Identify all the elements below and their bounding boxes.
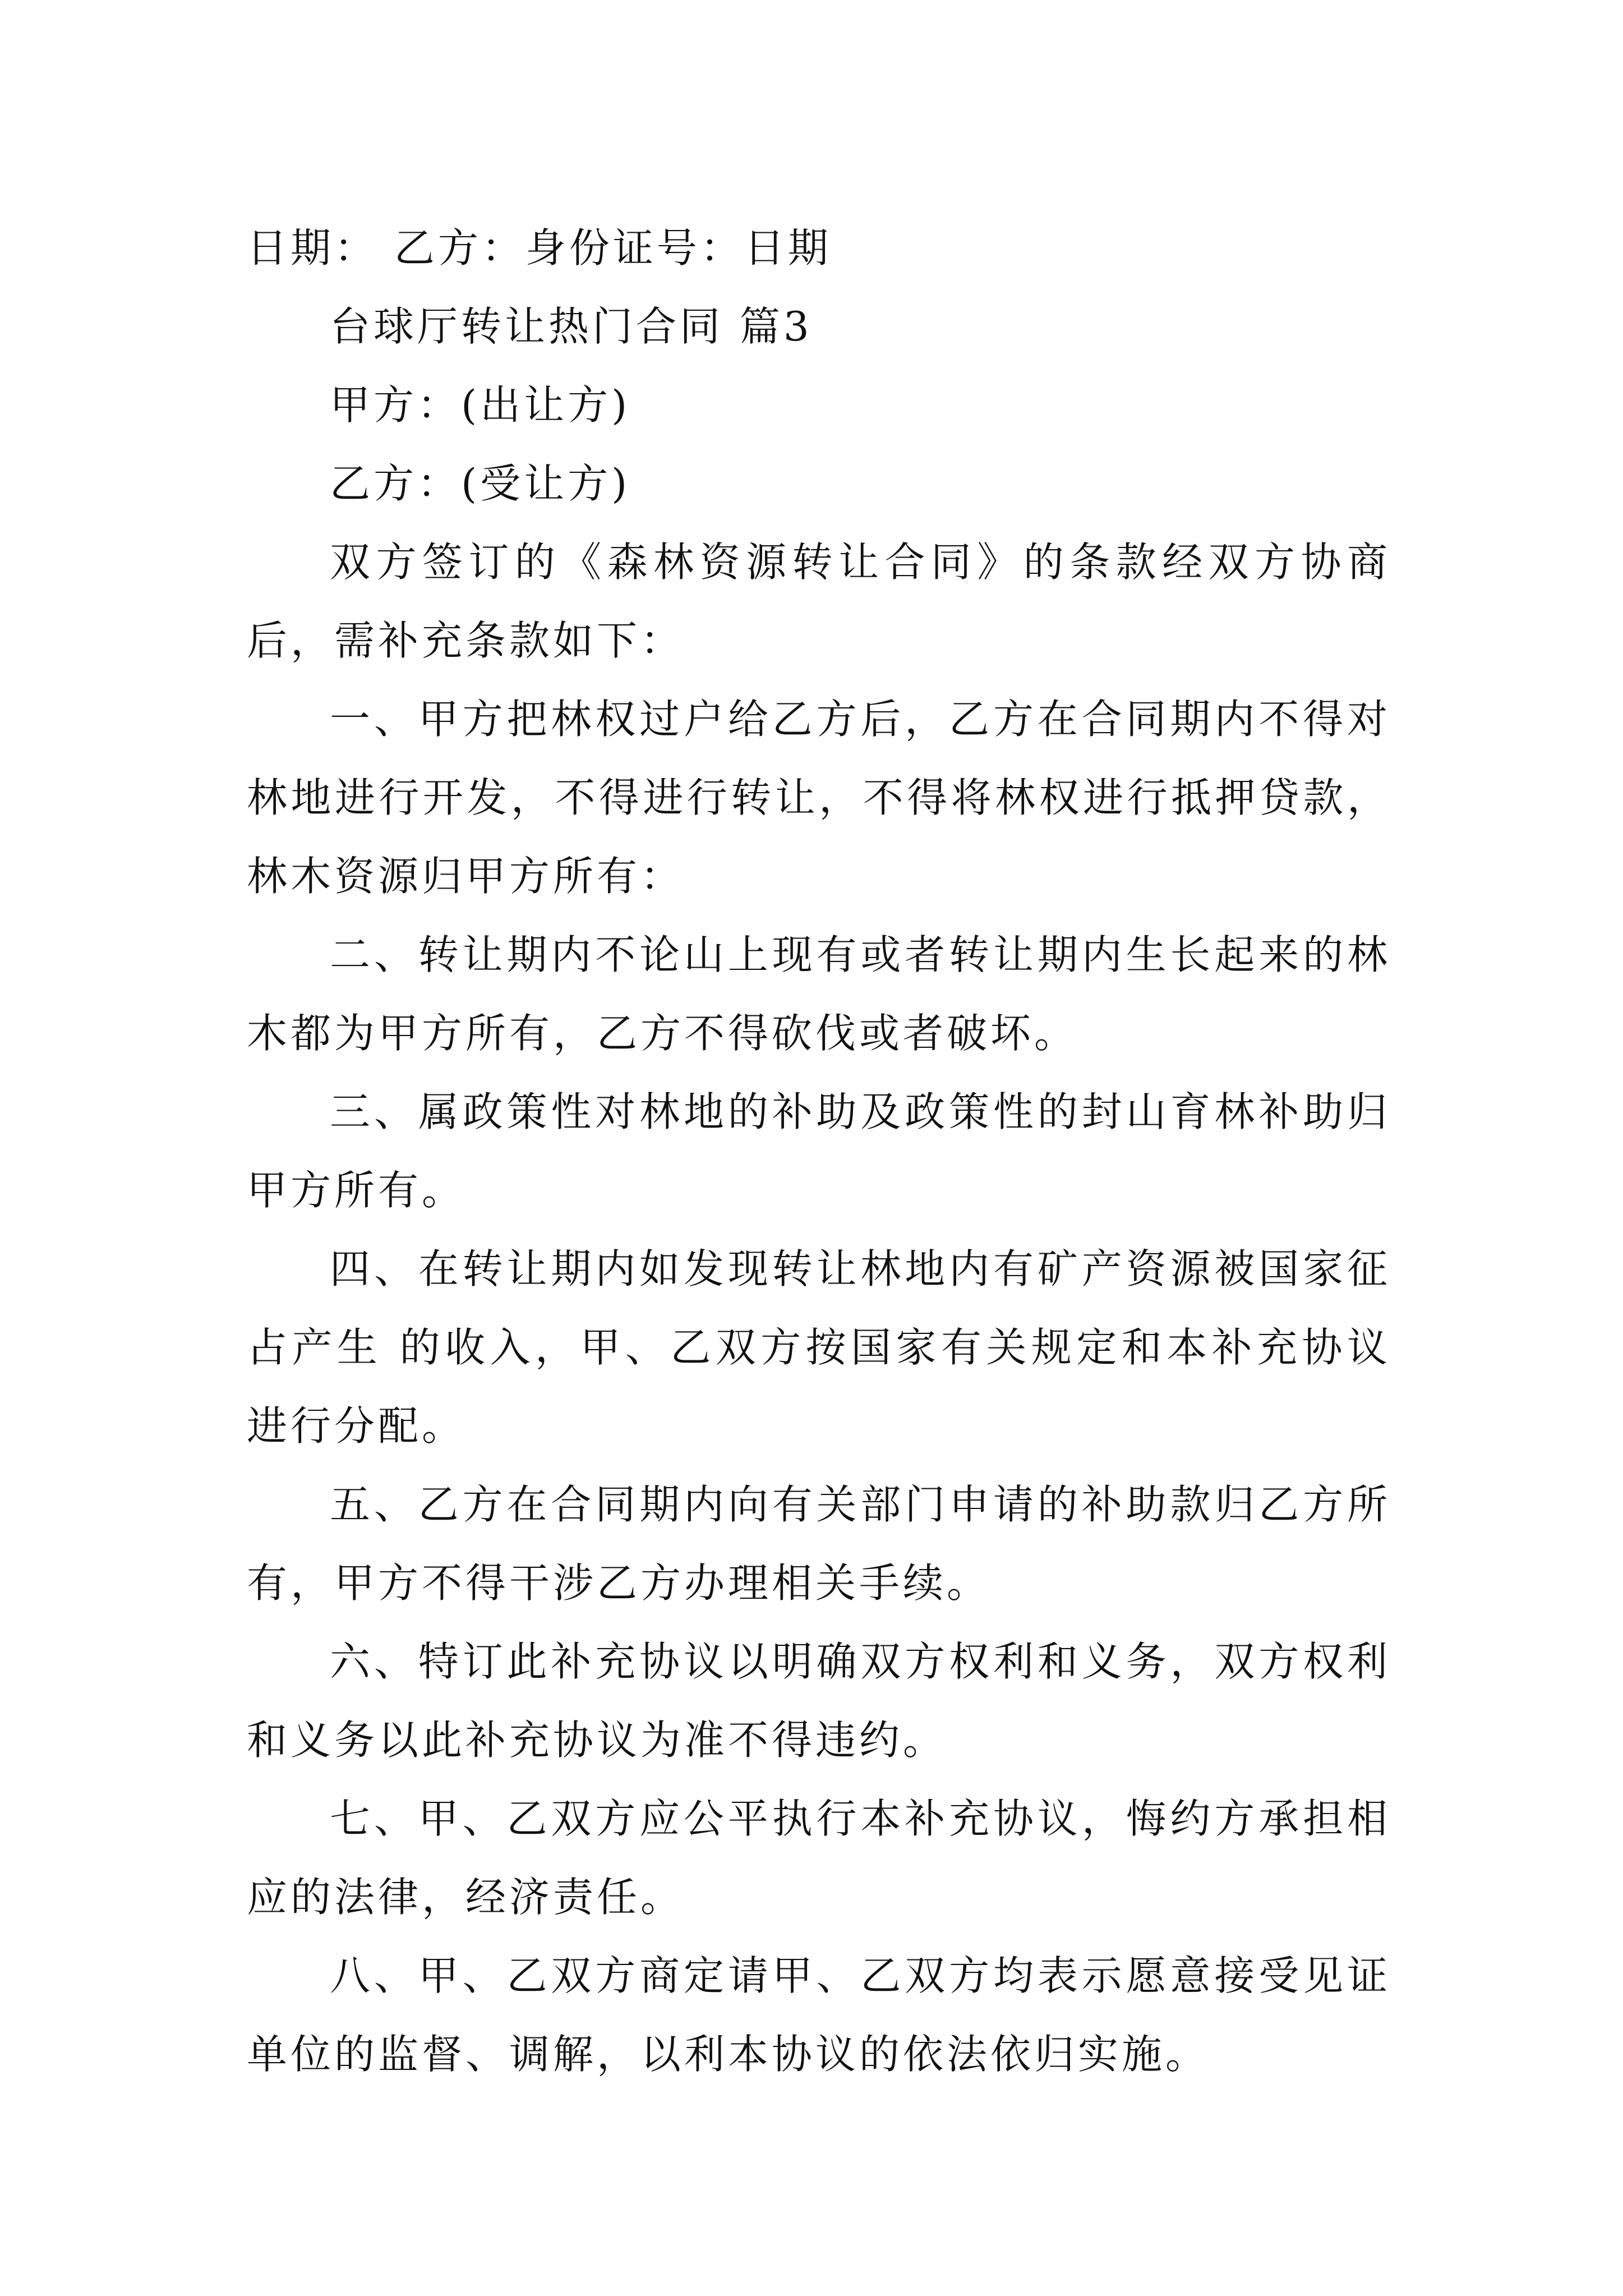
party-a-line: 甲方：(出让方) — [330, 381, 631, 429]
clause-5: 五、乙方在合同期内向有关部门申请的补助款归乙方所有，甲方不得干涉乙方办理相关手续。 — [247, 1481, 1391, 1607]
clause-7: 七、甲、乙双方应公平执行本补充协议，悔约方承担相应的法律，经济责任。 — [247, 1795, 1391, 1921]
party-b-line: 乙方：(受让方) — [330, 460, 631, 507]
clause-1: 一、甲方把林权过户给乙方后，乙方在合同期内不得对林地进行开发，不得进行转让，不得将林权进行抵押贷款，林木资源归甲方所有： — [247, 696, 1391, 900]
clause-8: 八、甲、乙双方商定请甲、乙双方均表示愿意接受见证单位的监督、调解，以利本协议的依法依归实施。 — [247, 1952, 1391, 2078]
intro-paragraph: 双方签订的《森林资源转让合同》的条款经双方协商后，需补充条款如下： — [247, 539, 1391, 664]
document-body — [247, 209, 1391, 2093]
clause-6: 六、特订此补充协议以明确双方权利和义务，双方权利和义务以此补充协议为准不得违约。 — [247, 1638, 1391, 1764]
clause-2: 二、转让期内不论山上现有或者转让期内生长起来的林木都为甲方所有，乙方不得砍伐或者破坏。 — [247, 931, 1391, 1057]
clause-3: 三、属政策性对林地的补助及政策性的封山育林补助归甲方所有。 — [247, 1088, 1391, 1214]
signature-date-line: 日期： 乙方：身份证号：日期 — [247, 224, 832, 272]
document-heading: 台球厅转让热门合同 篇3 — [330, 303, 813, 350]
clause-4: 四、在转让期内如发现转让林地内有矿产资源被国家征占产生 的收入，甲、乙双方按国家有关规定和本补充协议进行分配。 — [247, 1245, 1391, 1450]
